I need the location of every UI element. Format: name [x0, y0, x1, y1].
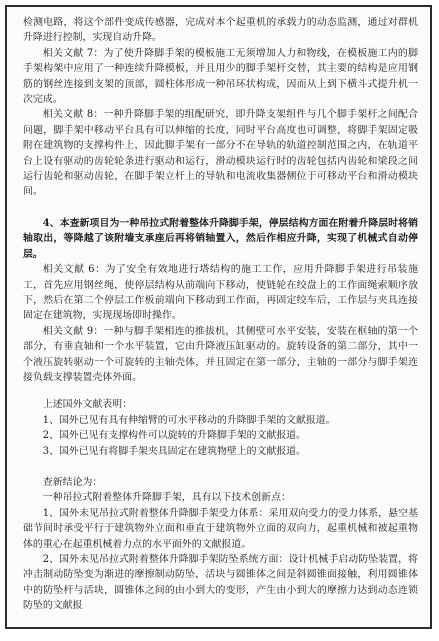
foreign-summary-item-1: 1、国外已见有具有伸缩臂的可水平移动的升降脚手架的文献报道。 [42, 414, 336, 426]
paragraph-conclusion-intro: 一种吊拉式附着整体升降脚手架，具有以下技术创新点： [42, 492, 291, 504]
paragraph-foreign-summary-heading: 上述国外文献表明： [42, 399, 133, 411]
spacer [23, 385, 418, 397]
paragraph-item-4: 4、本查新项目为一种吊拉式附着整体升降脚手架，停层结构方面在附着升降层时将销轴取出，等降越了该附墙支承座后再将销轴置入，然后作相应升降，实现了机械式自动停层。 [23, 217, 418, 260]
paragraph-reference-7: 相关文献 7：为了使升降脚手架的模板施工无须增加人力和物线，在模板施工内的脚手架构架中应用了一种连续升降模板，并且用少的脚手架杆交替，其主要的结构是应用钢筋的钢丝连接到支架的顶部，圆柱体形成一种吊环状构成，因而从上到下横斗式提升机一次完成。 [23, 47, 418, 106]
document-page [5, 5, 432, 629]
foreign-summary-item-2: 2、国外已见有支撑构件可以旋转的升降脚手架的文献报道。 [42, 430, 306, 442]
paragraph-innovation-2: 2、国外未见吊拉式附着整体升降脚手架防坠系统方面：设计机械手启动防坠装置，将冲击制动防坠变为渐进的摩擦制动防坠，活块与圆锥体之间是斜圆锥面接触，利用圆锥体中的防坠杆与活块，圆锥体之间的由小到大的变形，产生由小到大的摩擦力达到动态连锁防坠的文献报 [23, 554, 418, 612]
foreign-summary-item-3: 3、国外已见有将脚手架夹具固定在建筑物壁上的文献报道。 [42, 445, 306, 457]
spacer [23, 200, 418, 216]
paragraph-conclusion-heading: 查新结论为： [42, 476, 103, 488]
paragraph-reference-9: 相关文献 9：一种与脚手架相连的推拔机，其侧壁可水平安装，安装在框轴的第一个部分，有垂直轴和一个水平装置，它由升降液压缸驱动的。旋转设备的第二部分，其中一个液压旋转驱动一个可旋转的主轴壳体，并且固定在第一部分，主轴的一部分与脚手架连接负载支撑装置壳体外面。 [23, 325, 418, 383]
spacer [23, 459, 418, 475]
paragraph-reference-8: 相关文献 8：一种升降脚手架的组配研究，即升降支架组件与几个脚手架杆之间配合问题，脚手架中移动平台具有可以伸缩的长度，同时平台高度也可调整，将脚手架固定吸附在建筑物的支撑构件上，因此脚手架有一部分不在导轨的轨道控制范围之内，在轨道平台上设有驱动的齿轮轮条进行驱动和运行，滑动模块运行时的齿轮包括内齿轮和梁段之间运行齿轮和驱动齿轮，在脚手架立杆上的导轨和电流收集器侧位于可移动平台和滑动模块间。 [23, 109, 418, 198]
paragraph-reference-6: 相关文献 6：为了安全有效地进行塔结构的施工工作，应用升降脚手架进行吊装施工，首先应用钢丝绳，使停层结构从前端向下移动，使链轮在绞盘上的工作面绳索顺序放下，然后在第二个停层工作板前端向下移动到工作面，再固定绞车后，工作层与夹具连接固定在建筑物，实现现场即时操作。 [23, 264, 418, 322]
paragraph-innovation-1: 1、国外未见吊拉式附着整体升降脚手架受力体系：采用双向受力的受力体系，悬空基础节间时承受平行于建筑物外立面和垂直于建筑物外立面的双向力，起重机械和被起重物体的重心在起重机械着力点的水平面外的文献报道。 [23, 507, 418, 550]
paragraph-intro: 检测电路，将这个部件变成传感器，完成对本个起重机的承载力的动态监测，通过对群机升降进行控制，实现自动升降。 [23, 17, 418, 44]
